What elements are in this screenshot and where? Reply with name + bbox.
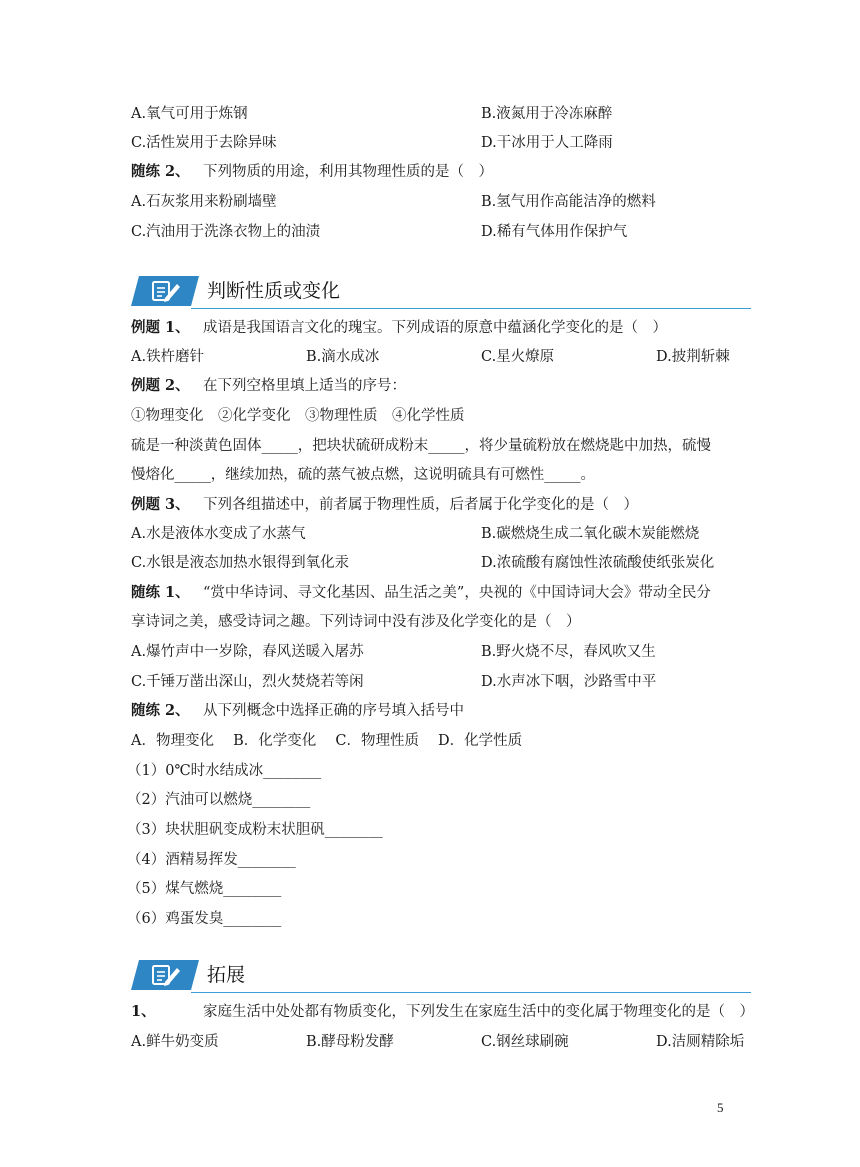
question-label: 随练 1、 bbox=[131, 584, 190, 601]
question-text: 家庭生活中处处都有物质变化，下列发生在家庭生活中的变化属于物理变化的是（ ） bbox=[203, 1004, 754, 1020]
question-text: 成语是我国语言文化的瑰宝。下列成语的原意中蕴涵化学变化的是（ ） bbox=[203, 320, 667, 336]
question-line bbox=[131, 316, 751, 340]
text-line bbox=[127, 848, 751, 872]
question-line bbox=[131, 1000, 754, 1024]
sub-question: （6）鸡蛋发臭________ bbox=[127, 911, 282, 927]
option-c: C.千锤万凿出深山，烈火焚烧若等闲 bbox=[131, 674, 364, 690]
option-c: C.汽油用于洗涤衣物上的油渍 bbox=[131, 224, 321, 240]
question-text-cont: 享诗词之美，感受诗词之趣。下列诗词中没有涉及化学变化的是（ ） bbox=[131, 614, 581, 630]
text-line bbox=[127, 877, 751, 901]
option-row bbox=[131, 131, 751, 155]
text-line bbox=[131, 610, 751, 634]
sub-question: （1）0℃时水结成冰________ bbox=[127, 763, 322, 779]
option-row bbox=[131, 640, 751, 664]
section-rule bbox=[191, 992, 751, 994]
question-text: 下列物质的用途，利用其物理性质的是（ ） bbox=[203, 164, 493, 180]
page-number: 5 bbox=[717, 1100, 724, 1115]
choice-list: ①物理变化 ②化学变化 ③物理性质 ④化学性质 bbox=[131, 408, 465, 424]
option-a: A.氧气可用于炼钢 bbox=[131, 106, 248, 122]
option-c: C.星火燎原 bbox=[481, 349, 555, 365]
option-row bbox=[131, 102, 751, 126]
option-c: C.钢丝球刷碗 bbox=[481, 1034, 569, 1050]
option-d: D.浓硫酸有腐蚀性浓硫酸使纸张炭化 bbox=[481, 555, 715, 571]
option-d: D.干冰用于人工降雨 bbox=[481, 135, 613, 151]
option-row bbox=[131, 220, 751, 244]
section-header bbox=[131, 274, 751, 310]
question-text: 下列各组描述中，前者属于物理性质，后者属于化学变化的是（ ） bbox=[203, 497, 638, 513]
question-line bbox=[131, 374, 751, 398]
option-d: D.水声冰下咽，沙路雪中平 bbox=[481, 674, 657, 690]
text-line bbox=[131, 434, 751, 458]
section-title: 拓展 bbox=[207, 964, 246, 986]
text-line bbox=[127, 759, 751, 783]
option-a: A.铁杵磨针 bbox=[131, 349, 205, 365]
option-d: D.稀有气体用作保护气 bbox=[481, 224, 628, 240]
text-line bbox=[131, 404, 751, 428]
text-line bbox=[127, 818, 751, 842]
choice-list: A．物理变化 B．化学变化 C．物理性质 D．化学性质 bbox=[131, 733, 523, 749]
question-label: 例题 2、 bbox=[131, 377, 190, 394]
option-a: A.石灰浆用来粉刷墙壁 bbox=[131, 194, 277, 210]
sub-question: （4）酒精易挥发________ bbox=[127, 852, 296, 868]
option-row bbox=[131, 345, 751, 369]
option-row bbox=[131, 190, 751, 214]
text-line bbox=[131, 463, 751, 487]
question-label: 1、 bbox=[131, 1003, 156, 1020]
option-row bbox=[131, 1030, 751, 1054]
option-a: A.鲜牛奶变质 bbox=[131, 1034, 219, 1050]
notepad-pencil-icon bbox=[131, 960, 199, 990]
notepad-pencil-icon bbox=[131, 276, 199, 306]
option-row bbox=[131, 551, 751, 575]
option-b: B.碳燃烧生成二氧化碳木炭能燃烧 bbox=[481, 526, 700, 542]
text-line bbox=[131, 729, 751, 753]
question-text: 从下列概念中选择正确的序号填入括号中 bbox=[203, 703, 464, 719]
option-d: D.披荆斩棘 bbox=[656, 349, 730, 365]
question-label: 随练 2、 bbox=[131, 702, 190, 719]
question-line bbox=[131, 493, 751, 517]
option-a: A.爆竹声中一岁除，春风送暖入屠苏 bbox=[131, 644, 364, 660]
option-b: B.氢气用作高能洁净的燃料 bbox=[481, 194, 656, 210]
question-line bbox=[131, 581, 751, 605]
text-line bbox=[127, 788, 751, 812]
option-b: B.液氮用于冷冻麻醉 bbox=[481, 106, 613, 122]
paragraph-text: 慢熔化_____，继续加热，硫的蒸气被点燃，这说明硫具有可燃性_____。 bbox=[131, 467, 595, 483]
sub-question: （3）块状胆矾变成粉末状胆矾________ bbox=[127, 822, 383, 838]
option-b: B.酵母粉发酵 bbox=[306, 1034, 394, 1050]
paragraph-text: 硫是一种淡黄色固体_____，把块状硫研成粉末_____，将少量硫粉放在燃烧匙中加热，硫慢 bbox=[131, 438, 711, 454]
option-b: B.野火烧不尽，春风吹又生 bbox=[481, 644, 656, 660]
option-c: C.水银是液态加热水银得到氧化汞 bbox=[131, 555, 350, 571]
question-text: 在下列空格里填上适当的序号： bbox=[203, 378, 406, 394]
sub-question: （5）煤气燃烧________ bbox=[127, 881, 282, 897]
option-row bbox=[131, 670, 751, 694]
option-c: C.活性炭用于去除异味 bbox=[131, 135, 277, 151]
question-line bbox=[131, 699, 751, 723]
question-label: 随练 2、 bbox=[131, 163, 190, 180]
question-text: “赏中华诗词、寻文化基因、品生活之美”，央视的《中国诗词大会》带动全民分 bbox=[203, 585, 711, 601]
text-line bbox=[127, 907, 751, 931]
section-header bbox=[131, 958, 751, 994]
section-title: 判断性质或变化 bbox=[207, 280, 341, 302]
option-row bbox=[131, 522, 751, 546]
sub-question: （2）汽油可以燃烧________ bbox=[127, 792, 311, 808]
option-a: A.水是液体水变成了水蒸气 bbox=[131, 526, 306, 542]
option-d: D.洁厕精除垢 bbox=[656, 1034, 745, 1050]
question-label: 例题 1、 bbox=[131, 319, 190, 336]
question-line bbox=[131, 160, 751, 184]
option-b: B.滴水成冰 bbox=[306, 349, 380, 365]
question-label: 例题 3、 bbox=[131, 496, 190, 513]
